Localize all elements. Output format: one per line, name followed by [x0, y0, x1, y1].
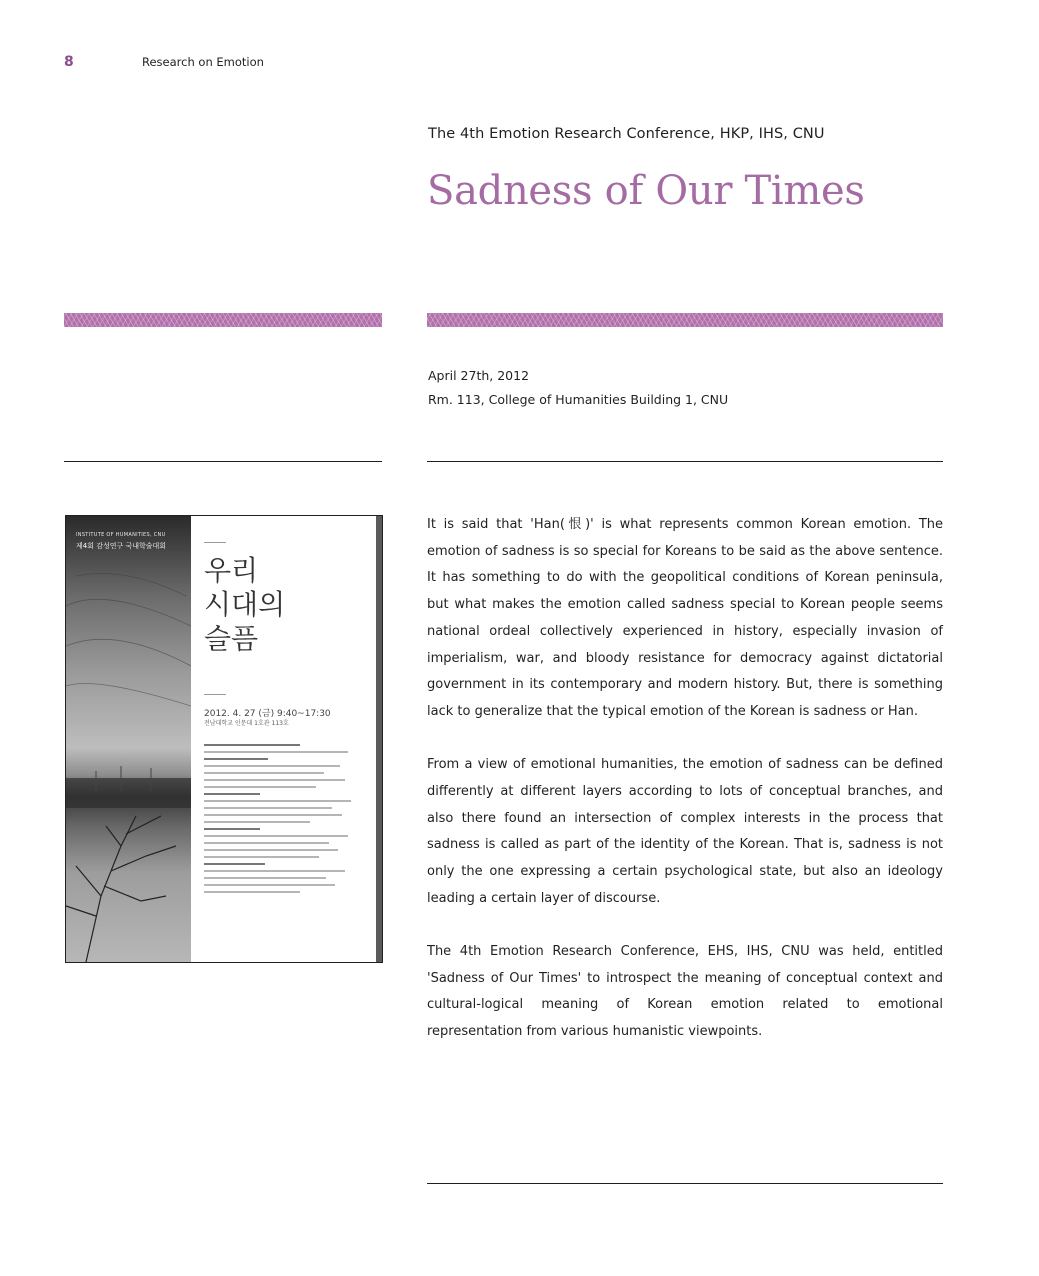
poster-title-line-1: 우리: [204, 554, 259, 587]
poster-venue: 전남대학교 인문대 1호관 113호: [204, 720, 289, 727]
article-title: Sadness of Our Times: [427, 168, 865, 214]
decorative-band-right: [427, 313, 943, 327]
poster-institute: INSTITUTE OF HUMANITIES, CNU: [76, 532, 166, 538]
article-body: [427, 512, 943, 1072]
decorative-band-left: [64, 313, 382, 327]
poster-title-line-2: 시대의: [204, 588, 286, 621]
conference-line: The 4th Emotion Research Conference, HKP, IHS, CNU: [428, 126, 825, 142]
running-header: Research on Emotion: [142, 55, 264, 69]
body-paragraph-2: From a view of emotional humanities, the emotion of sadness can be defined differently at different layers according to lots of conceptual branches, and also there found an intersection of complex interests in the process that sadness is called as part of the identity of the Korean. That is, sadness is not only the one expressing a certain psychological state, but also an ideology leading a certain layer of discourse.: [427, 757, 943, 906]
poster-date: 2012. 4. 27 (금) 9:40~17:30: [204, 709, 331, 719]
poster-edge-strip: [376, 516, 382, 962]
poster-title: [204, 554, 314, 656]
body-paragraph-3: The 4th Emotion Research Conference, EHS, IHS, CNU was held, entitled 'Sadness of Our Times' to introspect the meaning of conceptual context and cultural-logical meaning of Korean emotion related to emotional representation from various humanistic viewpoints.: [427, 943, 943, 1039]
divider-right: [427, 461, 943, 462]
conference-poster: [65, 515, 383, 963]
poster-title-line-3: 슬픔: [204, 622, 259, 655]
poster-photo: [66, 516, 191, 962]
body-paragraph-1: It is said that 'Han(恨)' is what represents common Korean emotion. The emotion of sadness is so special for Koreans to be said as the above sentence. It has something to do with the geopolitical conditions of Korean peninsula, but what makes the emotion called sadness special to Korean people seems national ordeal collectively experienced in history, especially invasion of imperialism, war, and bloody resistance for democracy against dictatorial government in its contemporary and modern history. But, there is something lack to generalize that the typical emotion of the Korean is sadness or Han.: [427, 517, 943, 719]
divider-left: [64, 461, 382, 462]
event-venue: Rm. 113, College of Humanities Building 1, CNU: [428, 392, 729, 407]
poster-subtitle: 제4회 감성연구 국내학술대회: [76, 542, 167, 550]
event-date: April 27th, 2012: [428, 368, 530, 383]
page-number: 8: [64, 54, 74, 70]
divider-bottom: [427, 1183, 943, 1184]
poster-program: [204, 744, 364, 898]
poster-tick-top: [204, 542, 226, 543]
poster-tick-mid: [204, 694, 226, 695]
